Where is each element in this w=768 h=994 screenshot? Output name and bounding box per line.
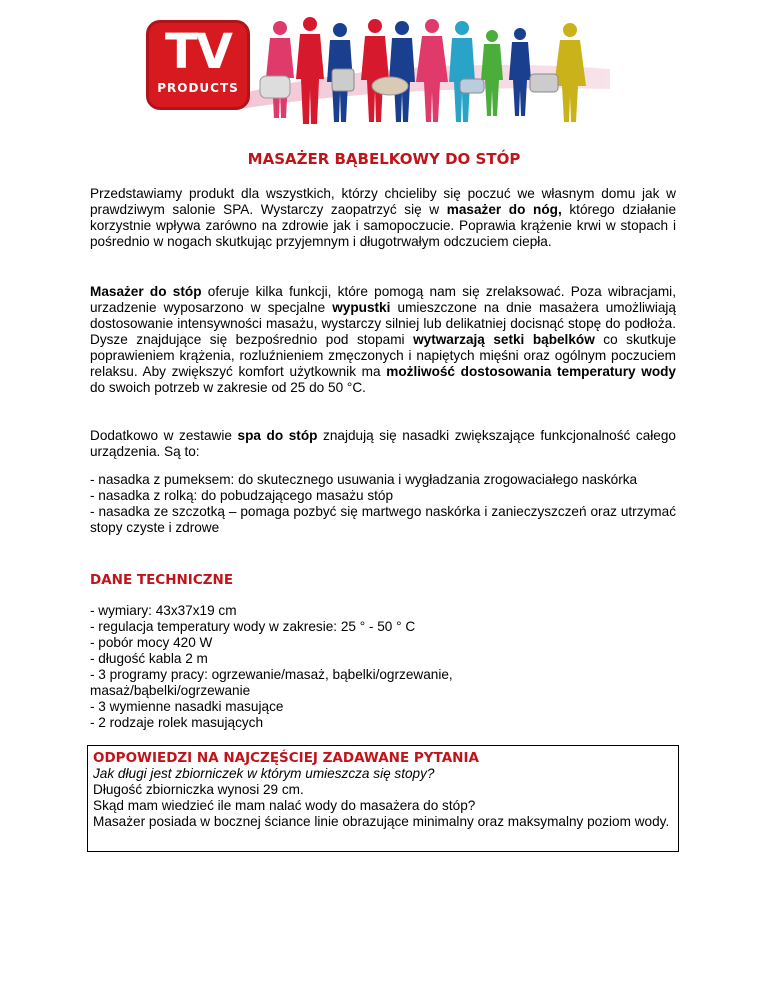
features-text-1: oferuje kilka funkcji, które pomogą nam się zrelaksować. Poza wibracjami, urzadzenie wyposarzono w specjalne (90, 284, 676, 315)
tech-heading: DANE TECHNICZNE (90, 572, 234, 588)
faq-question-1: Jak długi jest zbiorniczek w którym umieszcza się stopy? (93, 766, 435, 781)
features-bold-3: wytwarzają setki bąbelków (413, 332, 595, 347)
page-title: MASAŻER BĄBELKOWY DO STÓP (247, 150, 521, 168)
accessories-list (90, 472, 676, 536)
list-item: - pobór mocy 420 W (90, 635, 213, 650)
list-item: - 3 wymienne nasadki masujące (90, 699, 284, 714)
list-item: - długość kabla 2 m (90, 651, 208, 666)
tech-list (90, 603, 676, 731)
accessories-bold: spa do stóp (237, 428, 318, 443)
accessories-text-1: Dodatkowo w zestawie (90, 428, 238, 443)
tv-products-logo (146, 20, 250, 110)
list-item: - 2 rodzaje rolek masujących (90, 715, 264, 730)
intro-text-2: którego działanie korzystnie wpływa zarówno na zdrowie jak i samopoczucie. Poprawia krążenie krwi w stopach i pośrednio w nogach skutkując przyjemnym i długotrwałym odczuciem ciepła. (90, 202, 677, 249)
intro-paragraph (90, 186, 676, 250)
list-item: - wymiary: 43x37x19 cm (90, 603, 237, 618)
logo-products-text: PRODUCTS (157, 81, 239, 95)
list-item: - regulacja temperatury wody w zakresie: 25 ° - 50 ° C (90, 619, 416, 634)
faq-box (87, 745, 679, 852)
accessories-text-2: znajdują się nasadki zwiększające funkcjonalność całego urządzenia. Są to: (90, 428, 676, 459)
accessories-paragraph (90, 428, 676, 460)
features-bold-1: Masażer do stóp (90, 284, 202, 299)
features-text-3: co skutkuje poprawieniem krążenia, rozluźnieniem zmęczonych i napiętych mięśni oraz ogólnym poczuciem relaksu. Aby zwiększyć komfort użytkownik ma (90, 332, 677, 379)
list-item: - 3 programy pracy: ogrzewanie/masaż, bąbelki/ogrzewanie, masaż/bąbelki/ogrzewanie (90, 667, 453, 698)
faq-answer-1: Długość zbiorniczka wynosi 29 cm. (93, 782, 304, 797)
features-bold-4: możliwość dostosowania temperatury wody (386, 364, 676, 379)
features-bold-2: wypustki (332, 300, 391, 315)
list-item: - nasadka z rolką: do pobudzającego masażu stóp (90, 488, 394, 503)
intro-bold: masażer do nóg, (446, 202, 562, 217)
list-item: - nasadka z pumeksem: do skutecznego usuwania i wygładzania zrogowaciałego naskórka (90, 472, 638, 487)
faq-heading: ODPOWIEDZI NA NAJCZĘŚCIEJ ZADAWANE PYTANIA (93, 750, 479, 766)
features-paragraph (90, 284, 676, 396)
logo-tv-text: TV (165, 24, 231, 80)
faq-answer-2: Masażer posiada w bocznej ściance linie obrazujące minimalny oraz maksymalny poziom wody. (93, 814, 670, 829)
intro-text-1: Przedstawiamy produkt dla wszystkich, którzy chcieliby się poczuć we własnym domu jak w prawdziwym salonie SPA. Wystarczy zaopatrzyć się w (90, 186, 676, 217)
features-text-4: do swoich potrzeb w zakresie od 25 do 50 °C. (90, 380, 366, 395)
features-text-2: umieszczone na dnie masażera umożliwiają dostosowanie intensywności masażu, wystarczy silniej lub delikatniej docisnąć stopę do podłoża. Dysze znajdujące się bezpośrednio pod stopami (90, 300, 676, 347)
faq-question-2: Skąd mam wiedzieć ile mam nalać wody do masażera do stóp? (93, 798, 476, 813)
list-item: - nasadka ze szczotką – pomaga pozbyć się martwego naskórka i zanieczyszczeń oraz utrzymać stopy czyste i zdrowe (90, 504, 676, 535)
